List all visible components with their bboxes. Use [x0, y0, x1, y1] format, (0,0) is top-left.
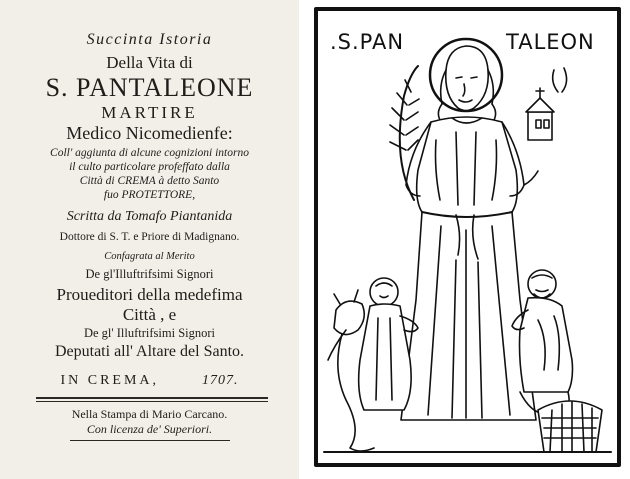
title-line-medico: Medico Nicomedienfe:	[66, 123, 233, 143]
inscription-right: TALEON	[506, 30, 595, 54]
title-line-proueditori: Proueditori della medefima	[56, 285, 243, 304]
title-line-aggiunta: Coll' aggiunta di alcune cognizioni intorno	[50, 147, 249, 159]
title-line-consagrata: Confagrata al Merito	[104, 251, 195, 262]
title-line-della-vita: Della Vita di	[106, 53, 193, 72]
basket-icon	[538, 401, 602, 452]
woodcut-illustration	[306, 0, 630, 479]
title-line-saint-name: S. PANTALEONE	[45, 73, 254, 102]
title-line-place-date	[0, 374, 299, 388]
title-line-deputati: Deputati all' Altare del Santo.	[54, 343, 245, 360]
title-line-citta-crema: Città di CREMA à detto Santo	[79, 175, 220, 187]
imprint-rule-top	[36, 397, 268, 399]
title-line-author: Scritta da Tomafo Piantanida	[66, 209, 233, 224]
imprint-printer: Nella Stampa di Mario Carcano.	[71, 407, 228, 421]
imprint-licence: Con licenza de' Superiori.	[86, 422, 213, 436]
title-line-martire: MARTIRE	[101, 103, 198, 122]
woodcut-page	[306, 0, 630, 479]
place: IN CREMA,	[60, 373, 160, 388]
imprint-rule-top-2	[36, 401, 268, 402]
title-line-dottore: Dottore di S. T. e Priore di Madignano.	[59, 231, 240, 243]
title-line-protettore: fuo PROTETTORE,	[103, 189, 196, 201]
title-line-illustrissimi-1: De gl'Illuftrifsimi Signori	[85, 267, 214, 281]
title-page	[0, 0, 299, 479]
title-line-citta: Città , e	[122, 305, 177, 324]
year: 1707.	[202, 373, 239, 388]
imprint-rule-bottom	[70, 440, 230, 441]
title-line-succinta-istoria: Succinta Istoria	[86, 31, 213, 48]
title-line-culto: il culto particolare profeffato dalla	[69, 161, 230, 173]
title-line-illustrissimi-2: De gl' Illuftrifsimi Signori	[83, 326, 216, 340]
inscription-left: .S.PAN	[330, 30, 405, 54]
